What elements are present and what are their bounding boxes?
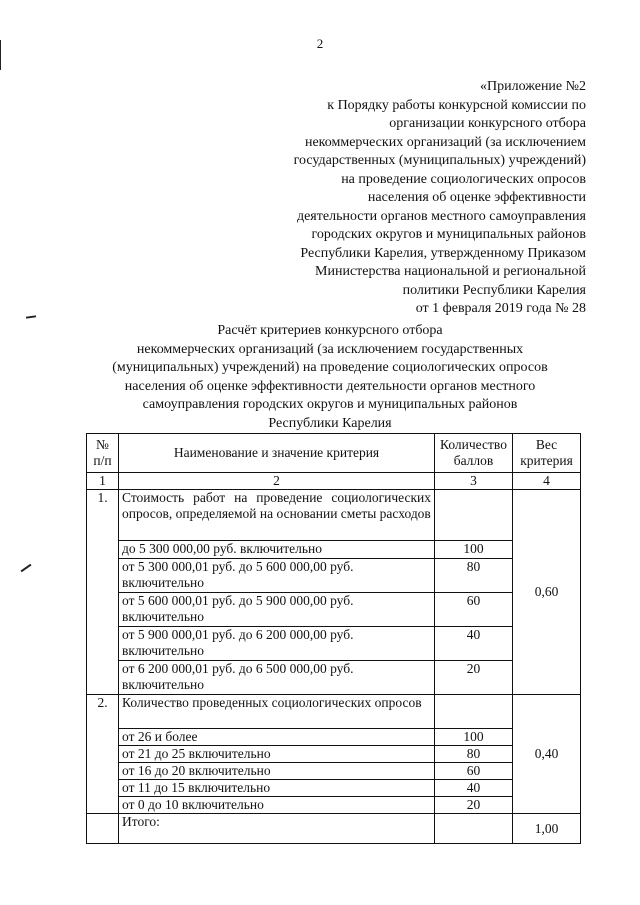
total-num-empty	[87, 814, 119, 844]
table-row	[87, 541, 581, 559]
title-line: Расчёт критериев конкурсного отбора	[217, 323, 443, 338]
criterion-number: 2.	[87, 695, 119, 814]
appendix-line: на проведение социологических опросов	[341, 171, 586, 187]
option-label: от 5 600 000,01 руб. до 5 900 000,00 руб. включительно	[119, 593, 435, 627]
appendix-line: «Приложение №2	[480, 79, 586, 94]
table-header-row	[87, 434, 581, 473]
option-score: 80	[435, 559, 513, 593]
appendix-line: Республики Карелия, утвержденному Приказом	[300, 245, 586, 261]
table-row	[87, 593, 581, 627]
table-row	[87, 780, 581, 797]
appendix-line: государственных (муниципальных) учреждений)	[293, 153, 586, 168]
option-score: 20	[435, 797, 513, 814]
total-weight: 1,00	[513, 814, 581, 844]
option-label: до 5 300 000,00 руб. включительно	[119, 541, 435, 559]
title-line: Республики Карелия	[268, 415, 392, 431]
table-row	[87, 695, 581, 729]
column-numbers-row	[87, 473, 581, 490]
page-number: 2	[316, 36, 324, 51]
criteria-table	[86, 433, 581, 844]
criterion-number: 1.	[87, 490, 119, 695]
title-line: некоммерческих организаций (за исключением государственных	[136, 341, 524, 357]
option-label: от 5 300 000,01 руб. до 5 600 000,00 руб. включительно	[119, 559, 435, 593]
table-row	[87, 559, 581, 593]
table-row	[87, 797, 581, 814]
col-number: 1	[87, 473, 119, 490]
option-label: от 5 900 000,01 руб. до 6 200 000,00 руб. включительно	[119, 627, 435, 661]
appendix-line: некоммерческих организаций (за исключением	[304, 134, 586, 150]
option-score: 60	[435, 763, 513, 780]
appendix-line: населения об оценке эффективности	[367, 190, 586, 205]
total-label: Итого:	[119, 814, 435, 844]
appendix-line: от 1 февраля 2019 года № 28	[415, 301, 586, 316]
table-row	[87, 763, 581, 780]
criterion-title: Стоимость работ на проведение социологических опросов, определяемой на основании сметы расходов	[119, 490, 435, 541]
option-score: 100	[435, 729, 513, 746]
header-num: № п/п	[87, 434, 119, 473]
title-line: (муниципальных) учреждений) на проведение социологических опросов	[112, 360, 548, 375]
option-score: 60	[435, 593, 513, 627]
criterion-score-empty	[435, 490, 513, 541]
header-name: Наименование и значение критерия	[119, 434, 435, 473]
criterion-score-empty	[435, 695, 513, 729]
header-score: Количество баллов	[435, 434, 513, 473]
option-score: 40	[435, 627, 513, 661]
col-number: 2	[119, 473, 435, 490]
header-weight: Вес критерия	[513, 434, 581, 473]
criterion-weight: 0,40	[513, 695, 581, 814]
appendix-line: организации конкурсного отбора	[389, 116, 586, 131]
appendix-line: деятельности органов местного самоуправления	[296, 208, 586, 224]
total-row	[87, 814, 581, 844]
criterion-weight: 0,60	[513, 490, 581, 695]
margin-mark-left-edge	[0, 40, 1, 70]
appendix-line: к Порядку работы конкурсной комиссии по	[327, 97, 586, 113]
col-number: 3	[435, 473, 513, 490]
table-row	[87, 627, 581, 661]
title-line: самоуправления городских округов и муниципальных районов	[142, 397, 518, 412]
appendix-line: городских округов и муниципальных районов	[311, 227, 586, 242]
table-row	[87, 746, 581, 763]
criteria-body	[87, 490, 581, 844]
appendix-reference	[226, 78, 586, 319]
table-row	[87, 729, 581, 746]
appendix-line: политики Республики Карелия	[402, 282, 586, 298]
option-score: 100	[435, 541, 513, 559]
margin-mark-top	[26, 315, 36, 318]
option-label: от 0 до 10 включительно	[119, 797, 435, 814]
margin-mark-mid	[21, 564, 32, 573]
option-score: 40	[435, 780, 513, 797]
table-row	[87, 490, 581, 541]
appendix-line: Министерства национальной и региональной	[315, 264, 586, 279]
document-title	[80, 322, 580, 433]
col-number: 4	[513, 473, 581, 490]
option-label: от 26 и более	[119, 729, 435, 746]
option-label: от 6 200 000,01 руб. до 6 500 000,00 руб. включительно	[119, 661, 435, 695]
option-label: от 21 до 25 включительно	[119, 746, 435, 763]
title-line: населения об оценке эффективности деятельности органов местного	[124, 378, 536, 394]
option-score: 20	[435, 661, 513, 695]
option-label: от 11 до 15 включительно	[119, 780, 435, 797]
criterion-title: Количество проведенных социологических опросов	[119, 695, 435, 729]
option-label: от 16 до 20 включительно	[119, 763, 435, 780]
table-row	[87, 661, 581, 695]
option-score: 80	[435, 746, 513, 763]
total-score-empty	[435, 814, 513, 844]
